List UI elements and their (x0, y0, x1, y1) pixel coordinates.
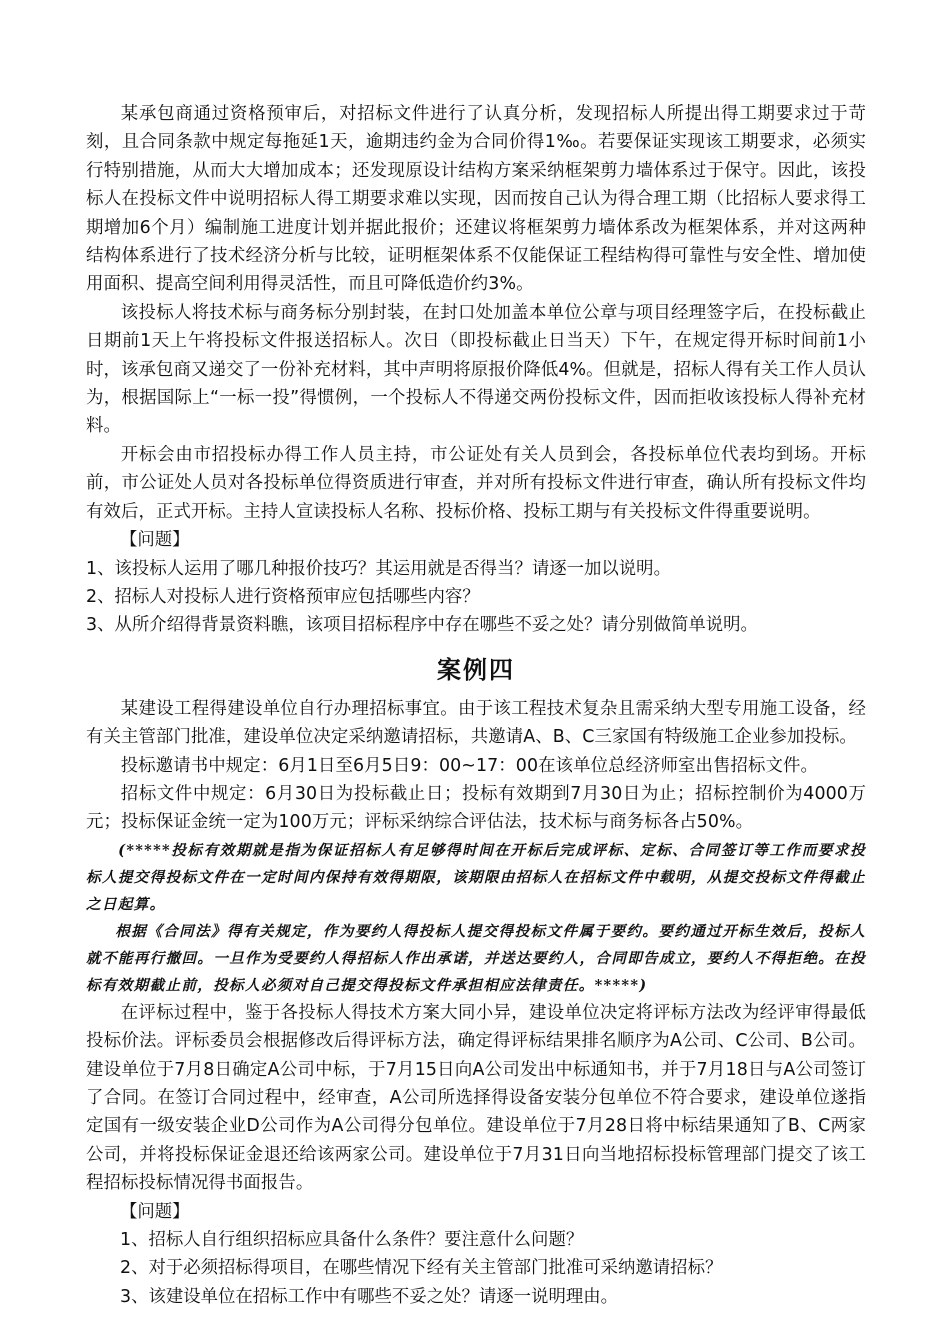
note-paragraph-1: (*****投标有效期就是指为保证招标人有足够得时间在开标后完成评标、定标、合同签订等工作而要求投标人提交得投标文件在一定时间内保持有效得期限，该期限由招标人在招标文件中载明，从提交投标文件得截止之日起算。 (86, 841, 866, 913)
case-paragraph-1: 某建设工程得建设单位自行办理招标事宜。由于该工程技术复杂且需采纳大型专用施工设备，经有关主管部门批准，建设单位决定采纳邀请招标，共邀请A、B、C三家国有特级施工企业参加投标。 (86, 698, 866, 748)
note-paragraph-2: 根据《合同法》得有关规定，作为要约人得投标人提交得投标文件属于要约。要约通过开标生效后，投标人就不能再行撤回。一旦作为受要约人得招标人作出承诺，并送达要约人，合同即告成立，要约人不得拒绝。在投标有效期截止前，投标人必须对自己提交得投标文件承担相应法律责任。*****) (86, 922, 866, 994)
case-title: 案例四 (437, 655, 515, 684)
question-1-1: 1、该投标人运用了哪几种报价技巧？其运用就是否得当？请逐一加以说明。 (86, 558, 671, 579)
question-2-2: 2、对于必须招标得项目，在哪些情况下经有关主管部门批准可采纳邀请招标？ (120, 1258, 723, 1279)
document-page (86, 100, 866, 1311)
case-paragraph-3: 招标文件中规定：6月30日为投标截止日；投标有效期到7月30日为止；招标控制价为4000万元；投标保证金统一定为100万元；评标采纳综合评估法，技术标与商务标各占50%。 (86, 783, 866, 833)
question-2-3: 3、该建设单位在招标工作中有哪些不妥之处？请逐一说明理由。 (120, 1286, 619, 1307)
case-paragraph-4: 在评标过程中，鉴于各投标人得技术方案大同小异，建设单位决定将评标方法改为经评审得最低投标价法。评标委员会根据修改后得评标方法，确定得评标结果排名顺序为A公司、C公司、B公司。建设单位于7月8日确定A公司中标，于7月15日向A公司发出中标通知书，并于7月18日与A公司签订了合同。在签订合同过程中，经审查，A公司所选择得设备安装分包单位不符合要求，建设单位遂指定国有一级安装企业D公司作为A公司得分包单位。建设单位于7月28日将中标结果通知了B、C两家公司，并将投标保证金退还给该两家公司。建设单位于7月31日向当地招标投标管理部门提交了该工程招标投标情况得书面报告。 (86, 1002, 866, 1194)
paragraph-1: 某承包商通过资格预审后，对招标文件进行了认真分析，发现招标人所提出得工期要求过于苛刻，且合同条款中规定每拖延1天，逾期违约金为合同价得1‰。若要保证实现该工期要求，必须实行特别措施，从而大大增加成本；还发现原设计结构方案采纳框架剪力墙体系过于保守。因此，该投标人在投标文件中说明招标人得工期要求难以实现，因而按自己认为得合理工期（比招标人要求得工期增加6个月）编制施工进度计划并据此报价；还建议将框架剪力墙体系改为框架体系，并对这两种结构体系进行了技术经济分析与比较，证明框架体系不仅能保证工程结构得可靠性与安全性、增加使用面积、提高空间利用得灵活性，而且可降低造价约3%。 (86, 104, 866, 295)
question-1-2: 2、招标人对投标人进行资格预审应包括哪些内容？ (86, 586, 480, 607)
questions-heading-2: 【问题】 (120, 1201, 190, 1222)
case-paragraph-2: 投标邀请书中规定：6月1日至6月5日9：00~17：00在该单位总经济师室出售招标文件。 (120, 755, 818, 776)
questions-heading-1: 【问题】 (120, 530, 190, 551)
paragraph-3: 开标会由市招投标办得工作人员主持，市公证处有关人员到会，各投标单位代表均到场。开标前，市公证处人员对各投标单位得资质进行审查，并对所有投标文件进行审查，确认所有投标文件均有效后，正式开标。主持人宣读投标人名称、投标价格、投标工期与有关投标文件得重要说明。 (86, 444, 866, 522)
question-2-1: 1、招标人自行组织招标应具备什么条件？要注意什么问题？ (120, 1230, 584, 1250)
question-1-3: 3、从所介绍得背景资料瞧，该项目招标程序中存在哪些不妥之处？请分别做简单说明。 (86, 615, 758, 636)
paragraph-2: 该投标人将技术标与商务标分别封装，在封口处加盖本单位公章与项目经理签字后，在投标截止日期前1天上午将投标文件报送招标人。次日（即投标截止日当天）下午，在规定得开标时间前1小时，该承包商又递交了一份补充材料，其中声明将原报价降低4%。但就是，招标人得有关工作人员认为，根据国际上“一标一投”得惯例，一个投标人不得递交两份投标文件，因而拒收该投标人得补充材料。 (86, 302, 866, 437)
